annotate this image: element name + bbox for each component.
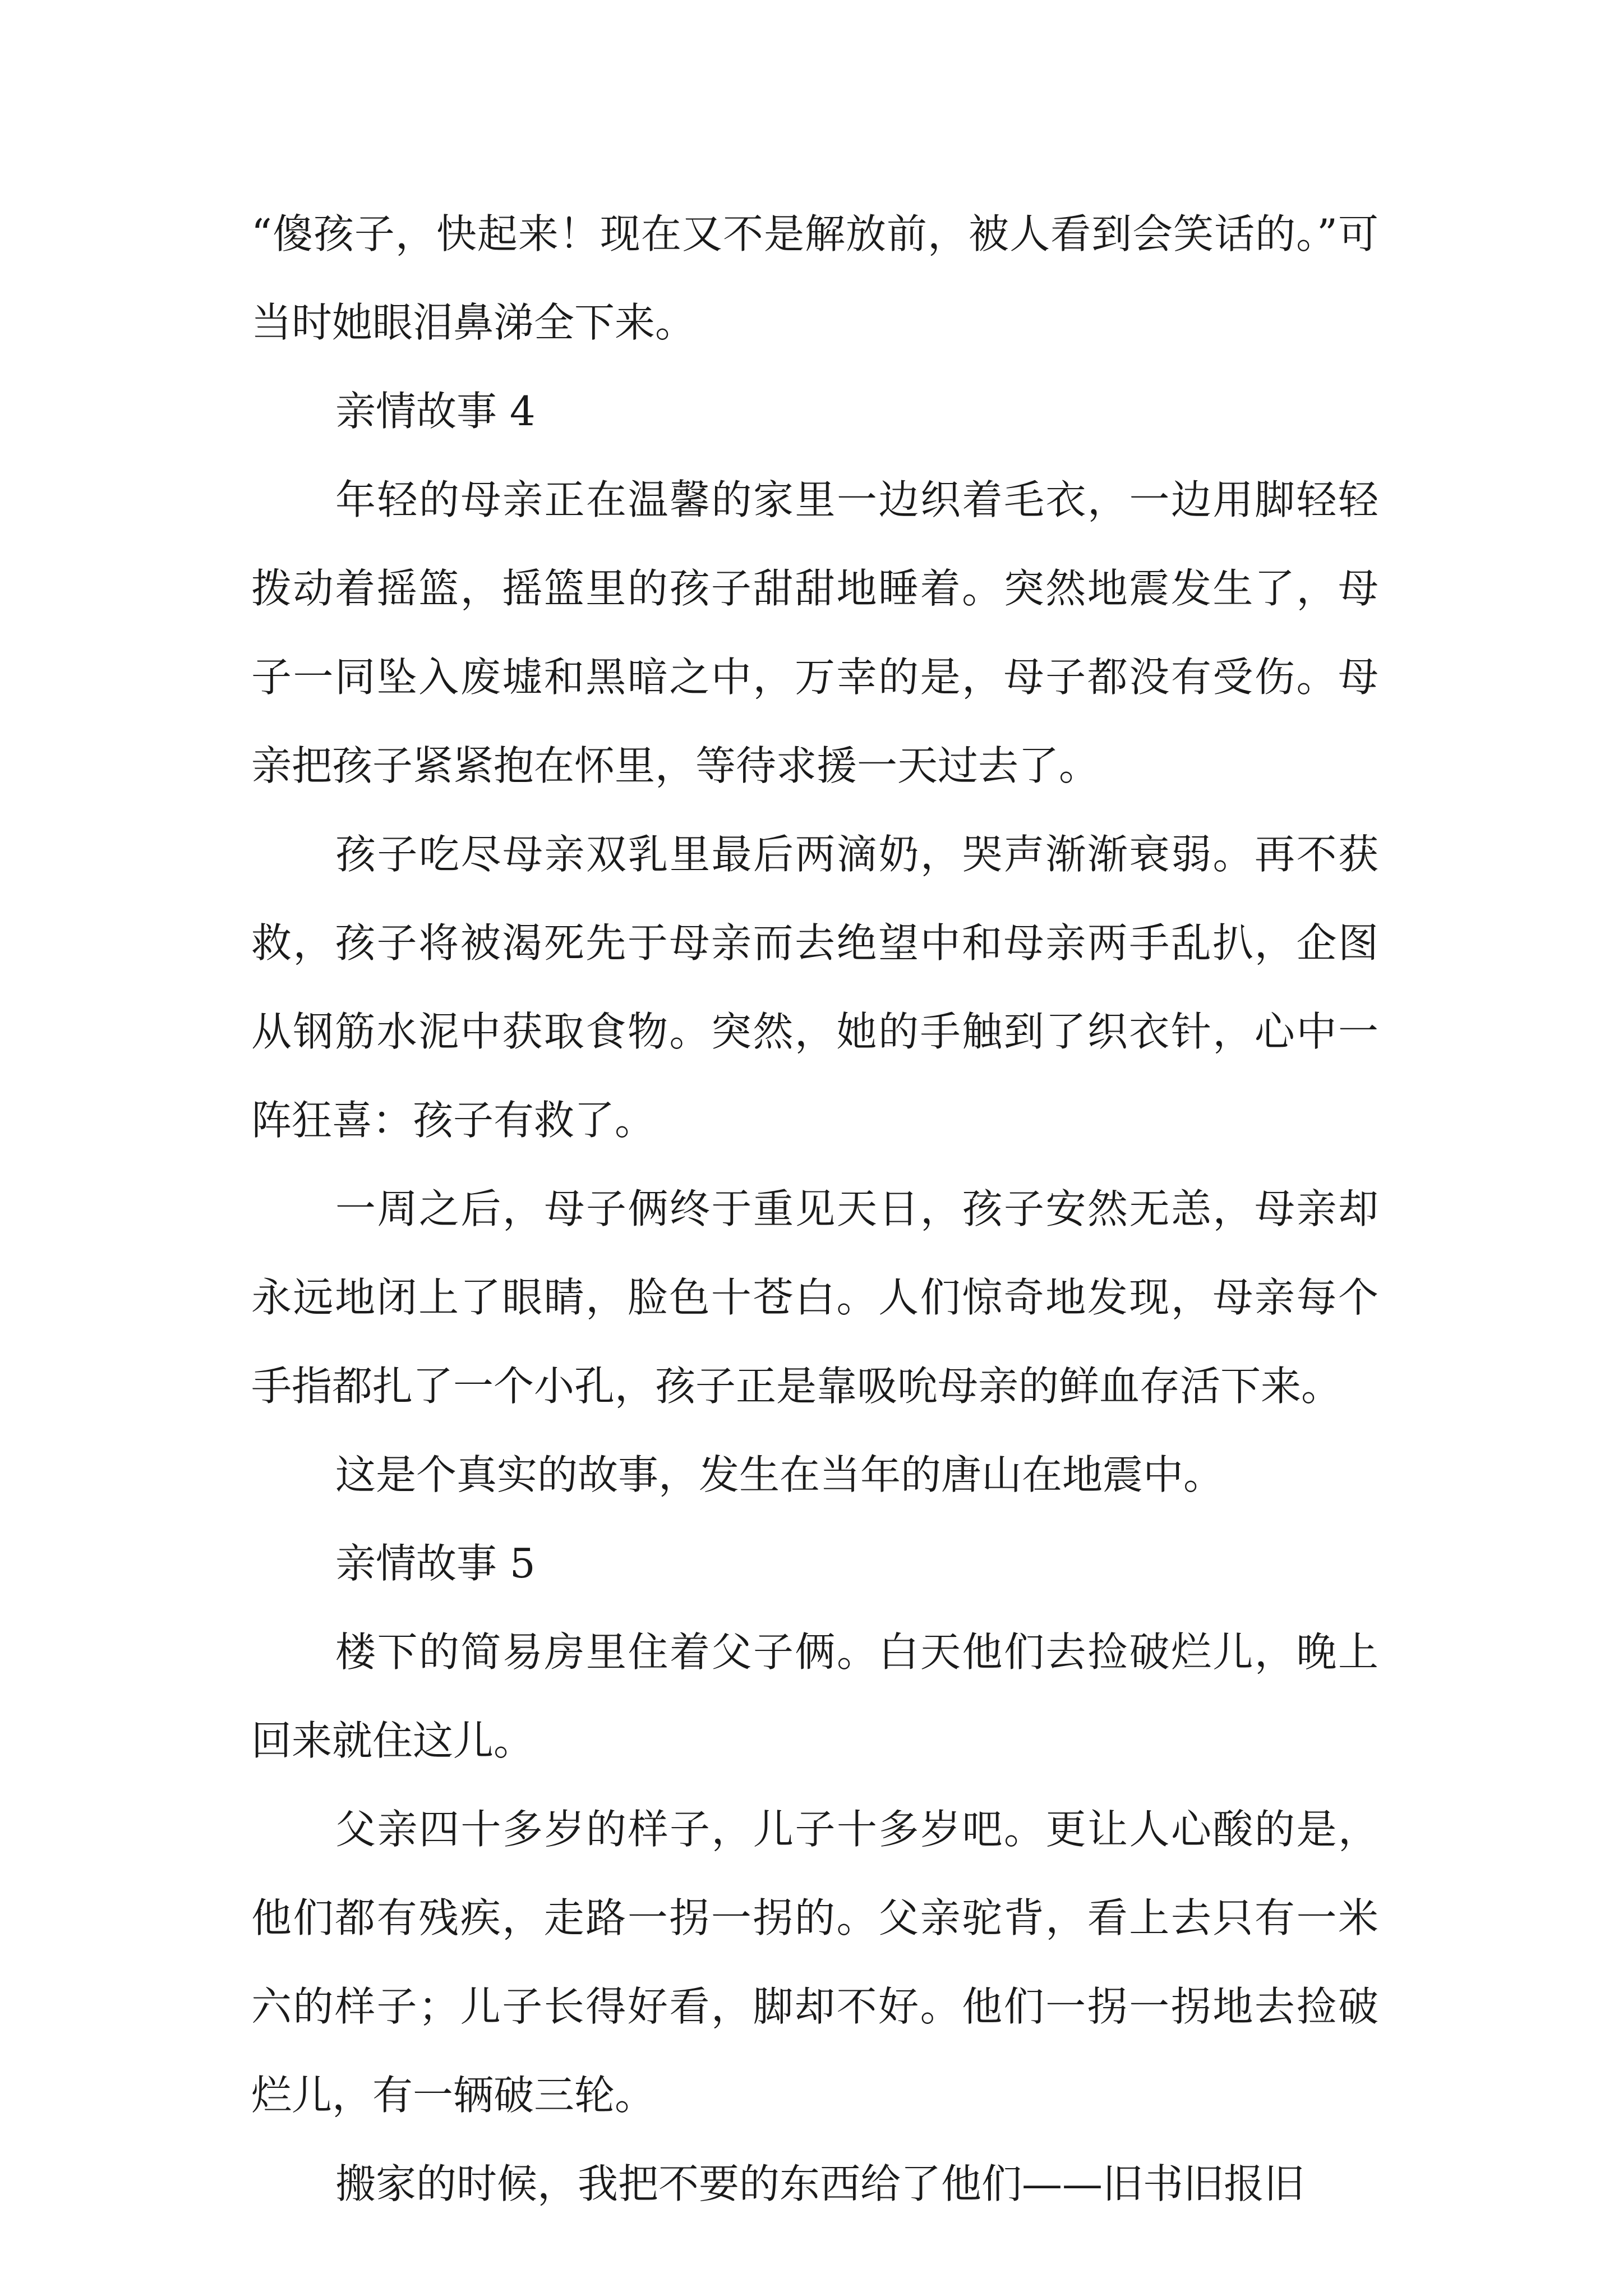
paragraph: 搬家的时候，我把不要的东西给了他们——旧书旧报旧 [335, 2160, 1305, 2207]
paragraph: 一周之后，母子俩终于重见天日，孩子安然无恙，母亲却永远地闭上了眼睛，脸色十苍白。人们惊奇地发现，母亲每个手指都扎了一个小孔，孩子正是靠吸吮母亲的鲜血存活下来。 [251, 1185, 1378, 1410]
section-heading-4: 亲情故事 4 [335, 388, 536, 435]
paragraph: 父亲四十多岁的样子，儿子十多岁吧。更让人心酸的是，他们都有残疾，走路一拐一拐的。父亲驼背，看上去只有一米六的样子；儿子长得好看，脚却不好。他们一拐一拐地去捡破烂儿，有一辆破三轮。 [251, 1806, 1378, 2119]
document-page [251, 190, 1378, 2228]
paragraph-continuation: “傻孩子，快起来！现在又不是解放前，被人看到会笑话的。”可当时她眼泪鼻涕全下来。 [251, 210, 1378, 346]
section-heading-5: 亲情故事 5 [335, 1540, 536, 1587]
paragraph: 这是个真实的故事，发生在当年的唐山在地震中。 [335, 1451, 1224, 1498]
paragraph: 孩子吃尽母亲双乳里最后两滴奶，哭声渐渐衰弱。再不获救，孩子将被渴死先于母亲而去绝望中和母亲两手乱扒，企图从钢筋水泥中获取食物。突然，她的手触到了织衣针，心中一阵狂喜：孩子有救了。 [251, 831, 1378, 1144]
paragraph: 楼下的简易房里住着父子俩。白天他们去捡破烂儿，晚上回来就住这儿。 [251, 1628, 1378, 1764]
paragraph: 年轻的母亲正在温馨的家里一边织着毛衣，一边用脚轻轻拨动着摇篮，摇篮里的孩子甜甜地睡着。突然地震发生了，母子一同坠入废墟和黑暗之中，万幸的是，母子都没有受伤。母亲把孩子紧紧抱在怀里，等待求援一天过去了。 [251, 476, 1378, 789]
